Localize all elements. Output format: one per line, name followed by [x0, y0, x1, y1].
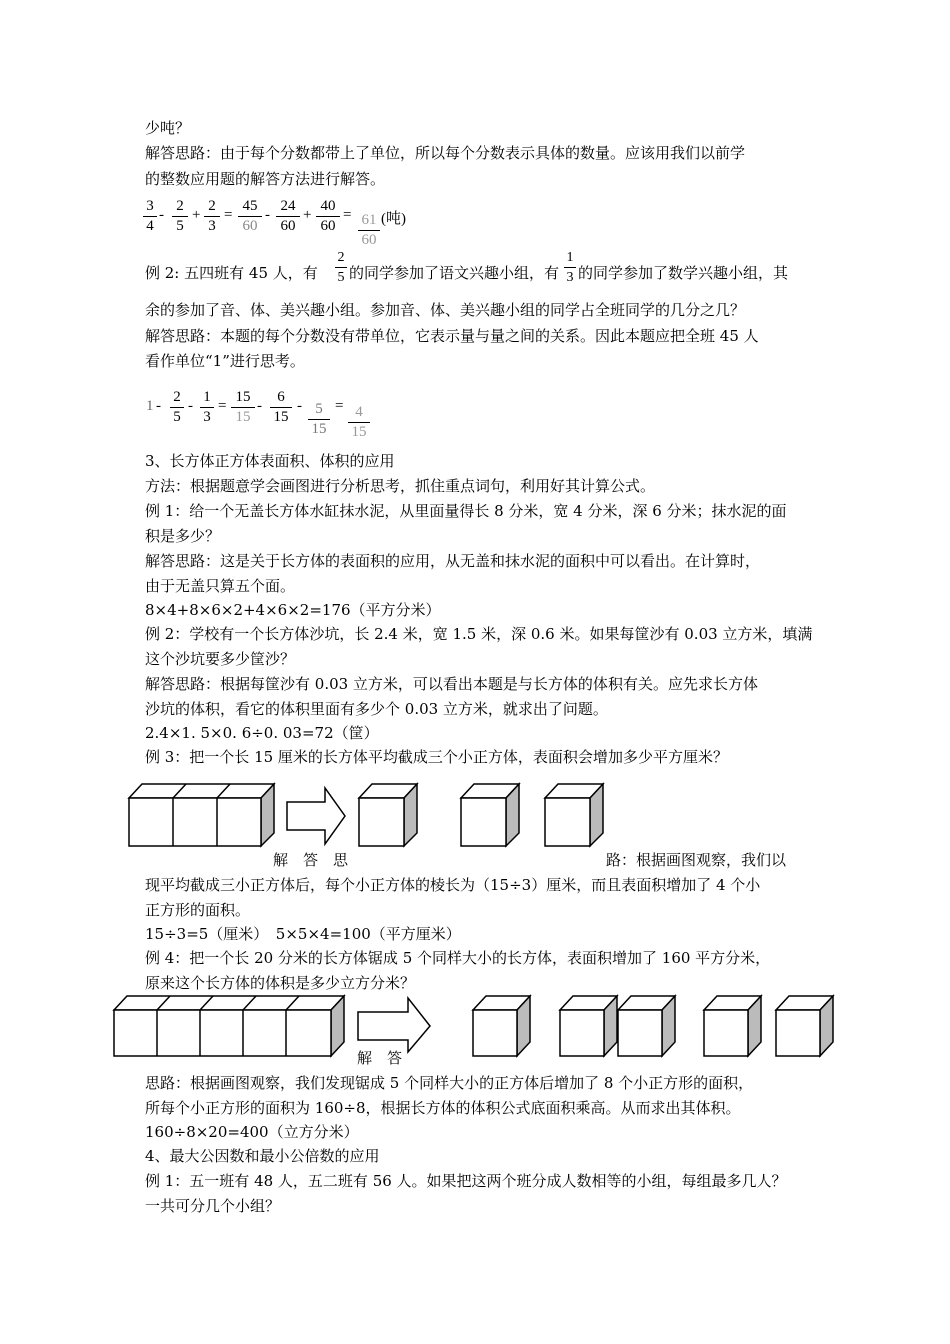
fraction: 15 15 [231, 389, 255, 429]
text-line: 例 3：把一个长 15 厘米的长方体平均截成三个小正方体，表面积会增加多少平方厘米？ [145, 748, 728, 766]
unit: (吨) [381, 211, 406, 227]
text-line: 方法：根据题意学会画图进行分析思考，抓住重点词句，利用好其计算公式。 [145, 477, 656, 495]
fraction: 45 60 [238, 198, 262, 238]
fraction: 24 60 [276, 198, 300, 222]
text-line: 解答思路：根据每筐沙有 0.03 立方米，可以看出本题是与长方体的体积有关。应先求长方体 [145, 675, 758, 693]
text-line: 路：根据画图观察，我们以 [606, 851, 787, 869]
long-cuboid [114, 996, 344, 1056]
text-line: 例 2：学校有一个长方体沙坑，长 2.4 米，宽 1.5 米，深 0.6 米。如果每筐沙有 0.03 立方米，填满 [145, 625, 813, 643]
equals-sign: = [224, 207, 233, 223]
cube [776, 996, 833, 1056]
cube [545, 784, 603, 846]
text-line: 解答思路：由于每个分数都带上了单位，所以每个分数表示具体的数量。应该用我们以前学 [145, 144, 746, 162]
cube [704, 996, 761, 1056]
cube [560, 996, 617, 1056]
section-heading: 4、最大公因数和最小公倍数的应用 [145, 1147, 380, 1165]
minus-sign: - [257, 398, 262, 414]
equals-sign: = [218, 398, 227, 414]
text-line: 由于无盖只算五个面。 [145, 577, 296, 595]
text-line: 余的参加了音、体、美兴趣小组。参加音、体、美兴趣小组的同学占全班同学的几分之几？ [145, 301, 746, 319]
cut-diagram-2 [110, 990, 840, 1060]
equals-sign: = [343, 207, 352, 223]
text-line: 沙坑的体积，看它的体积里面有多少个 0.03 立方米，就求出了问题。 [145, 700, 608, 718]
fraction: 1 3 [200, 389, 214, 426]
text-line: 的同学参加了数学兴趣小组，其 [578, 264, 789, 282]
cube [473, 996, 530, 1056]
arrow-right-icon [287, 788, 345, 844]
cube [461, 784, 519, 846]
minus-sign: - [265, 207, 270, 223]
fraction: 2 3 [204, 198, 220, 235]
text-line: 思路：根据画图观察，我们发现锯成 5 个同样大小的正方体后增加了 8 个小正方形的面积， [145, 1074, 754, 1092]
text-line: 8×4+8×6×2+4×6×2=176（平方分米） [145, 601, 441, 619]
fraction: 4 15 [348, 404, 370, 413]
text-line: 解答思路：本题的每个分数没有带单位，它表示量与量之间的关系。因此本题应把全班 45 人 [145, 327, 759, 345]
fraction: 1 3 [564, 249, 576, 286]
minus-sign: - [159, 207, 164, 223]
text-line: 看作单位“1”进行思考。 [145, 352, 305, 370]
text-line: 一共可分几个小组？ [145, 1197, 281, 1215]
cut-diagram-1 [125, 778, 615, 850]
plus-sign: + [192, 207, 201, 223]
text-line: 正方形的面积。 [145, 901, 251, 919]
text-line: 现平均截成三小正方体后，每个小正方体的棱长为（15÷3）厘米，而且表面积增加了 4 个小 [145, 876, 761, 894]
fraction: 2 5 [335, 249, 347, 286]
cube [359, 784, 417, 846]
fraction: 2 5 [172, 198, 188, 235]
text-line: 少吨？ [145, 119, 191, 137]
arrow-right-icon [358, 998, 430, 1052]
fraction: 61 60 [358, 212, 380, 222]
text-line: 的同学参加了语文兴趣小组，有 [349, 264, 560, 282]
text-line: 15÷3=5（厘米） 5×5×4=100（平方厘米） [145, 925, 461, 943]
minus-sign: - [188, 398, 193, 414]
text-line: 2.4×1. 5×0. 6÷0. 03=72（筐） [145, 724, 379, 742]
text-line: 例 4：把一个长 20 分米的长方体锯成 5 个同样大小的长方体，表面积增加了 160 平方分米， [145, 949, 771, 967]
fraction: 5 15 [308, 401, 330, 413]
minus-sign: - [297, 398, 302, 414]
text-line: 解答思路：这是关于长方体的表面积的应用，从无盖和抹水泥的面积中可以看出。在计算时， [145, 552, 761, 570]
text-line: 解 答 [357, 1049, 403, 1067]
cube [618, 996, 675, 1056]
section-heading: 3、长方体正方体表面积、体积的应用 [145, 452, 395, 470]
fraction: 6 15 [270, 389, 292, 413]
long-cuboid [129, 784, 274, 846]
text-line: 例 1：五一班有 48 人，五二班有 56 人。如果把这两个班分成人数相等的小组，每组最多几人？ [145, 1172, 787, 1190]
text-line: 所每个小正方形的面积为 160÷8，根据长方体的体积公式底面积乘高。从而求出其体积。 [145, 1099, 741, 1117]
text-line: 的整数应用题的解答方法进行解答。 [145, 170, 386, 188]
fraction: 40 60 [316, 198, 340, 222]
text-line: 这个沙坑要多少筐沙？ [145, 650, 296, 668]
text-line: 例 1：给一个无盖长方体水缸抹水泥，从里面量得长 8 分米，宽 4 分米，深 6 分米；抹水泥的面 [145, 502, 787, 520]
fraction: 2 5 [170, 389, 184, 426]
plus-sign: + [303, 207, 312, 223]
number: 1 [146, 398, 154, 414]
text-line: 原来这个长方体的体积是多少立方分米？ [145, 974, 416, 992]
text-line: 解 答 思 [273, 851, 349, 869]
text-line: 例 2: 五四班有 45 人，有 [145, 264, 318, 282]
text-line: 积是多少？ [145, 527, 221, 545]
minus-sign: - [156, 398, 161, 414]
fraction: 3 4 [143, 198, 157, 238]
text-line: 160÷8×20=400（立方分米） [145, 1123, 359, 1141]
equals-sign: = [335, 398, 344, 414]
